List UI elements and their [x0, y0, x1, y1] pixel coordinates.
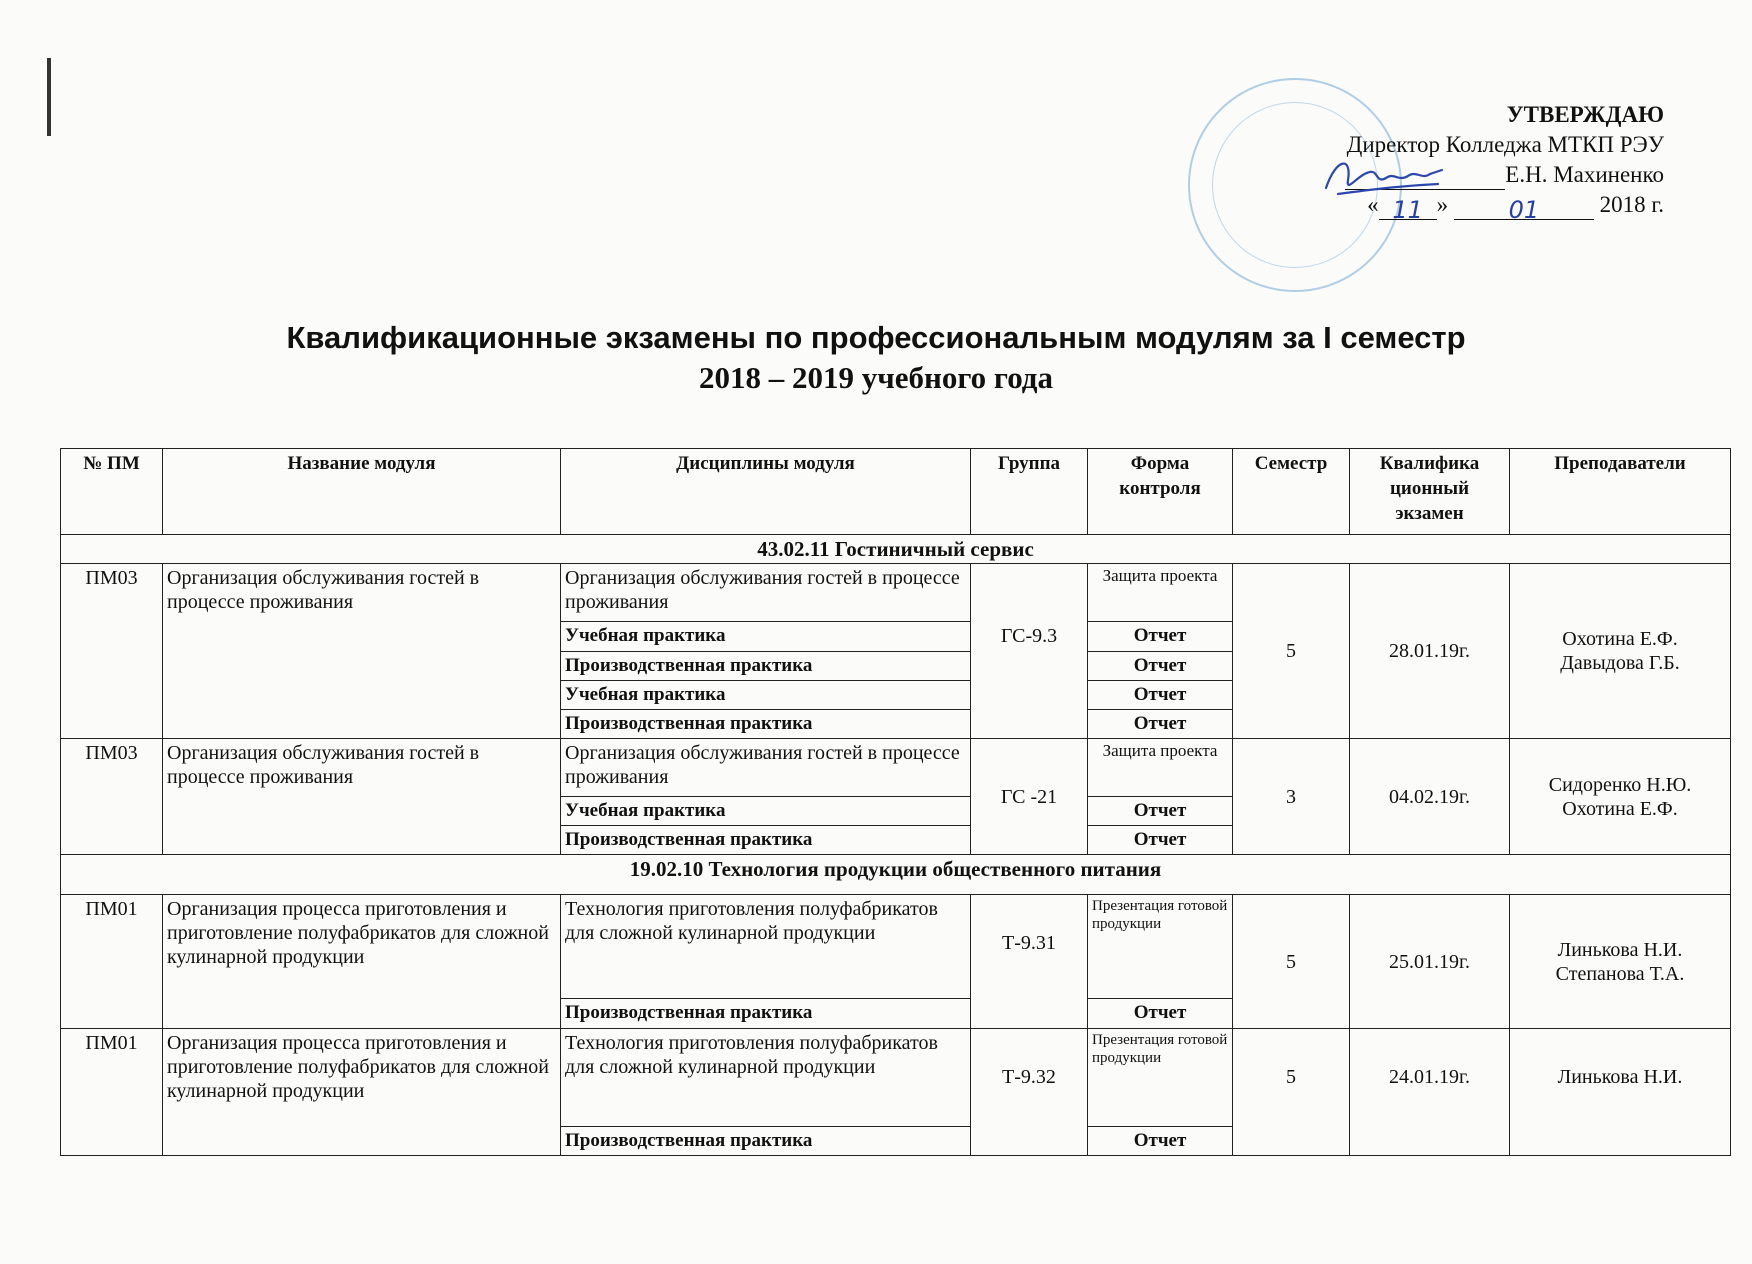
- header-disciplines: Дисциплины модуля: [561, 449, 971, 535]
- table-header-row: [61, 449, 1731, 535]
- teacher-name: Линькова Н.И.: [1557, 938, 1683, 961]
- control-form: Отчет: [1088, 622, 1233, 652]
- control-form: Отчет: [1088, 797, 1233, 826]
- header-semester: Семестр: [1233, 449, 1350, 535]
- header-pm-number: № ПМ: [61, 449, 163, 535]
- discipline: Производственная практика: [561, 652, 971, 681]
- control-form: Отчет: [1088, 652, 1233, 681]
- discipline: Организация обслуживания гостей в процессе проживания: [561, 739, 971, 797]
- discipline: Технология приготовления полуфабрикатов для сложной кулинарной продукции: [561, 895, 971, 999]
- exam-date: 04.02.19г.: [1350, 739, 1510, 855]
- module-name: Организация процесса приготовления и приготовление полуфабрикатов для сложной кулинарной продукции: [163, 895, 561, 1029]
- exam-date: 24.01.19г.: [1350, 1029, 1510, 1156]
- exam-date: 25.01.19г.: [1350, 895, 1510, 1029]
- header-control-form: Форма контроля: [1088, 449, 1233, 535]
- title-line-2: 2018 – 2019 учебного года: [698, 360, 1053, 395]
- pm-number: ПМ03: [61, 564, 163, 739]
- teacher-name: Степанова Т.А.: [1555, 962, 1685, 985]
- title-line-1: Квалификационные экзамены по профессиональным модулям за I семестр: [286, 320, 1466, 355]
- semester: 5: [1233, 564, 1350, 739]
- teachers: [1510, 895, 1731, 1029]
- table-row: [61, 1029, 1731, 1127]
- pm-number: ПМ01: [61, 895, 163, 1029]
- control-form: Презентация готовой продукции: [1088, 1029, 1233, 1127]
- header-teachers: Преподаватели: [1510, 449, 1731, 535]
- approval-month: 01: [1454, 195, 1594, 220]
- table-row: [61, 564, 1731, 622]
- group: Т-9.32: [971, 1029, 1088, 1156]
- discipline: Учебная практика: [561, 622, 971, 652]
- approval-signer: Е.Н. Махиненко: [1505, 162, 1664, 187]
- discipline: Производственная практика: [561, 826, 971, 855]
- discipline: Производственная практика: [561, 999, 971, 1029]
- teachers: [1510, 739, 1731, 855]
- control-form: Отчет: [1088, 710, 1233, 739]
- section-title: 19.02.10 Технология продукции общественного питания: [61, 855, 1731, 895]
- teacher-name: Давыдова Г.Б.: [1560, 652, 1680, 674]
- control-form: Защита проекта: [1088, 564, 1233, 622]
- document-title: [0, 318, 1752, 398]
- handwritten-signature: [1318, 150, 1448, 202]
- semester: 3: [1233, 739, 1350, 855]
- discipline: Учебная практика: [561, 681, 971, 710]
- pm-number: ПМ01: [61, 1029, 163, 1156]
- teachers: [1510, 564, 1731, 739]
- exam-date: 28.01.19г.: [1350, 564, 1510, 739]
- control-form: Отчет: [1088, 681, 1233, 710]
- teacher-name: Линькова Н.И.: [1557, 1066, 1683, 1088]
- discipline: Технология приготовления полуфабрикатов для сложной кулинарной продукции: [561, 1029, 971, 1127]
- discipline: Организация обслуживания гостей в процессе проживания: [561, 564, 971, 622]
- header-qualification-exam: Квалифика ционный экзамен: [1350, 449, 1510, 535]
- teachers: [1510, 1029, 1731, 1156]
- group: Т-9.31: [971, 895, 1088, 1029]
- group: ГС -21: [971, 739, 1088, 855]
- control-form: Отчет: [1088, 1127, 1233, 1156]
- section-title: 43.02.11 Гостиничный сервис: [61, 535, 1731, 564]
- module-name: Организация обслуживания гостей в процессе проживания: [163, 564, 561, 739]
- control-form: Отчет: [1088, 999, 1233, 1029]
- control-form: Защита проекта: [1088, 739, 1233, 797]
- header-module-name: Название модуля: [163, 449, 561, 535]
- teacher-name: Охотина Е.Ф.: [1562, 628, 1678, 650]
- approval-title: УТВЕРЖДАЮ: [1506, 102, 1664, 127]
- approval-position: Директор Колледжа МТКП РЭУ: [1346, 132, 1664, 157]
- discipline: Производственная практика: [561, 1127, 971, 1156]
- group: ГС-9.3: [971, 564, 1088, 739]
- approval-date: « 11 » 01 2018 г.: [1367, 192, 1664, 224]
- teacher-name: Сидоренко Н.Ю.: [1548, 773, 1692, 796]
- discipline: Производственная практика: [561, 710, 971, 739]
- section-row: [61, 535, 1731, 564]
- module-name: Организация процесса приготовления и приготовление полуфабрикатов для сложной кулинарной продукции: [163, 1029, 561, 1156]
- semester: 5: [1233, 1029, 1350, 1156]
- discipline: Учебная практика: [561, 797, 971, 826]
- table-row: [61, 895, 1731, 999]
- exams-table: [60, 448, 1731, 1156]
- scan-edge-mark: [47, 58, 51, 136]
- pm-number: ПМ03: [61, 739, 163, 855]
- header-group: Группа: [971, 449, 1088, 535]
- control-form: Презентация готовой продукции: [1088, 895, 1233, 999]
- teacher-name: Охотина Е.Ф.: [1562, 797, 1678, 820]
- approval-year: 2018 г.: [1599, 192, 1664, 217]
- semester: 5: [1233, 895, 1350, 1029]
- approval-day: 11: [1379, 195, 1437, 220]
- control-form: Отчет: [1088, 826, 1233, 855]
- section-row: [61, 855, 1731, 895]
- module-name: Организация обслуживания гостей в процессе проживания: [163, 739, 561, 855]
- table-row: [61, 739, 1731, 797]
